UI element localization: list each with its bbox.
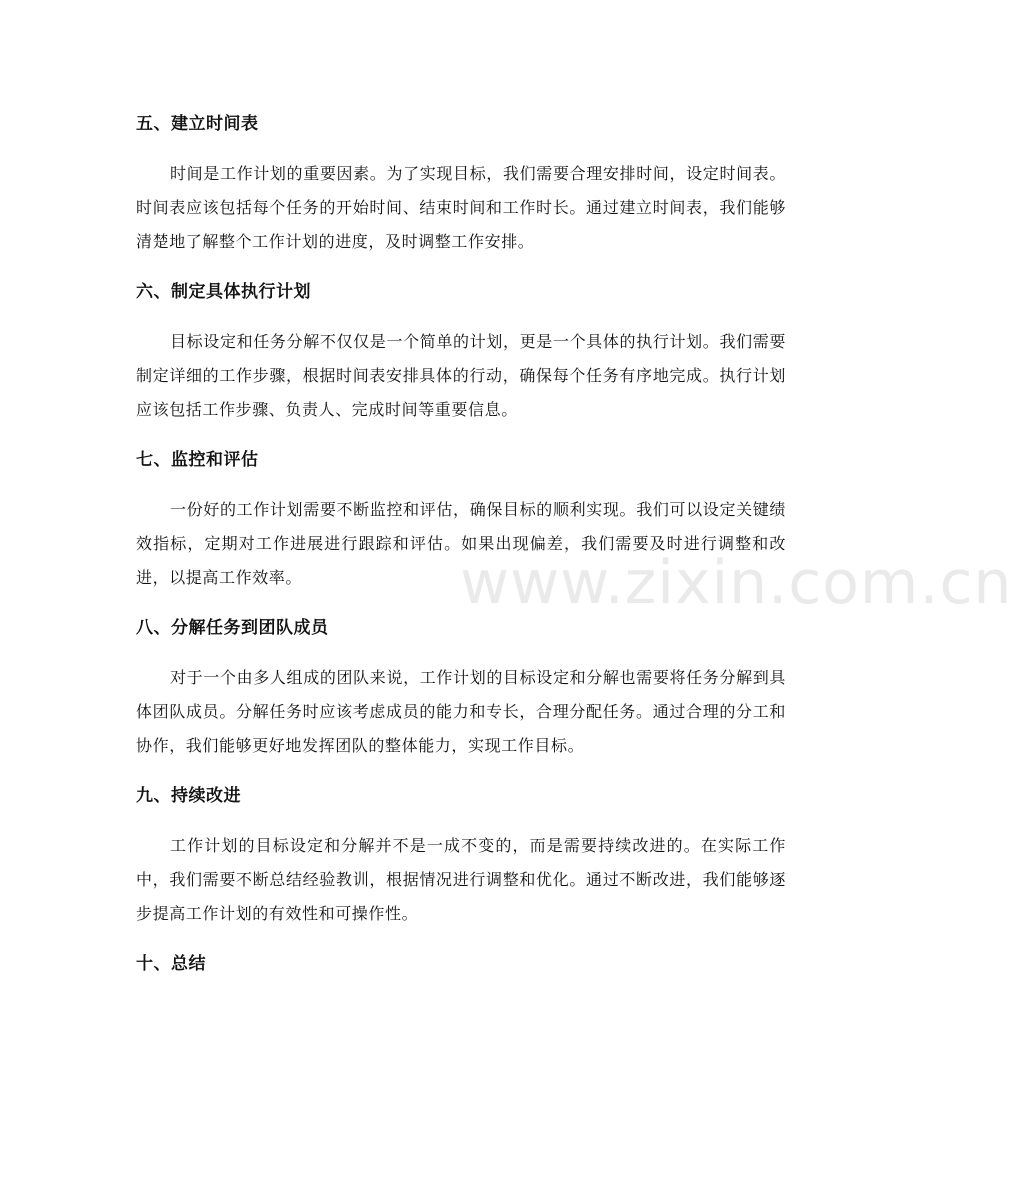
section-heading: 十、总结 xyxy=(136,954,206,974)
section-9 xyxy=(136,779,786,931)
document-content xyxy=(136,107,786,997)
section-heading: 五、建立时间表 xyxy=(136,114,259,134)
section-10 xyxy=(136,947,786,981)
section-paragraph: 对于一个由多人组成的团队来说，工作计划的目标设定和分解也需要将任务分解到具体团队成员。分解任务时应该考虑成员的能力和专长，合理分配任务。通过合理的分工和协作，我们能够更好地发挥团队的整体能力，实现工作目标。 xyxy=(136,668,786,755)
section-6 xyxy=(136,275,786,427)
section-paragraph: 时间是工作计划的重要因素。为了实现目标，我们需要合理安排时间，设定时间表。时间表应该包括每个任务的开始时间、结束时间和工作时长。通过建立时间表，我们能够清楚地了解整个工作计划的进度，及时调整工作安排。 xyxy=(136,164,786,251)
section-paragraph: 目标设定和任务分解不仅仅是一个简单的计划，更是一个具体的执行计划。我们需要制定详细的工作步骤，根据时间表安排具体的行动，确保每个任务有序地完成。执行计划应该包括工作步骤、负责人、完成时间等重要信息。 xyxy=(136,332,786,419)
section-7 xyxy=(136,443,786,595)
section-heading: 九、持续改进 xyxy=(136,786,241,806)
section-paragraph: 一份好的工作计划需要不断监控和评估，确保目标的顺利实现。我们可以设定关键绩效指标，定期对工作进展进行跟踪和评估。如果出现偏差，我们需要及时进行调整和改进，以提高工作效率。 xyxy=(136,500,786,587)
section-heading: 七、监控和评估 xyxy=(136,450,259,470)
section-heading: 六、制定具体执行计划 xyxy=(136,282,311,302)
section-paragraph: 工作计划的目标设定和分解并不是一成不变的，而是需要持续改进的。在实际工作中，我们需要不断总结经验教训，根据情况进行调整和优化。通过不断改进，我们能够逐步提高工作计划的有效性和可操作性。 xyxy=(136,836,786,923)
section-5 xyxy=(136,107,786,259)
watermark: www.zixin.com.cn xyxy=(460,548,1012,618)
section-heading: 八、分解任务到团队成员 xyxy=(136,618,329,638)
section-8 xyxy=(136,611,786,763)
